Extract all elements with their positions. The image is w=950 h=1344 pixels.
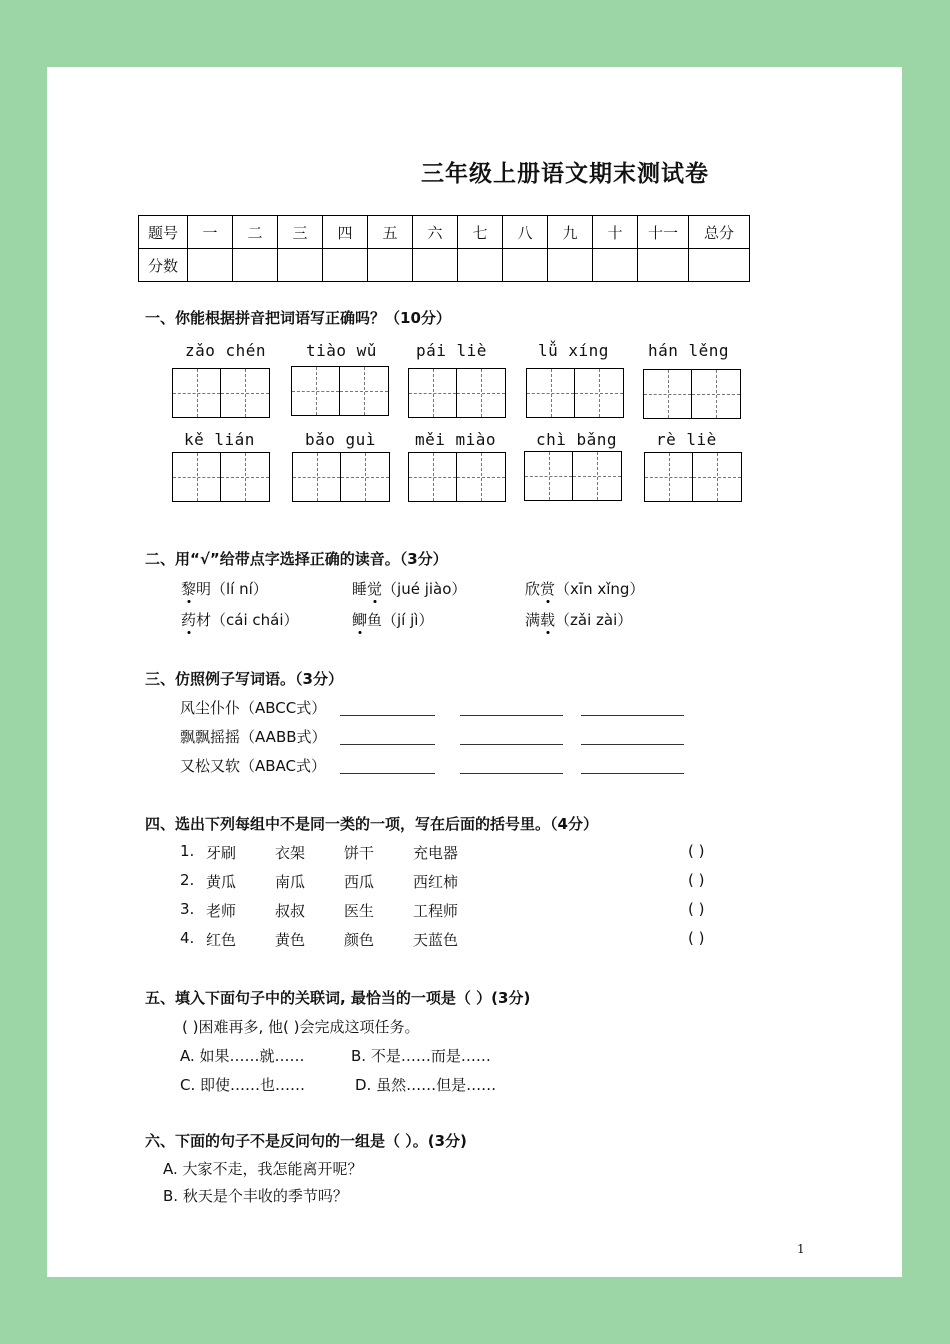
group-word: 衣架 [275,844,306,862]
score-input-cell[interactable] [638,249,689,282]
writing-grid[interactable] [172,368,270,418]
section-2-heading: 二、用“√”给带点字选择正确的读音。（3分） [145,550,448,568]
option-b[interactable]: B. 秋天是个丰收的季节吗？ [163,1187,348,1205]
writing-grid[interactable] [643,369,741,419]
answer-paren[interactable]: ( ) [688,929,705,947]
answer-paren[interactable]: ( ) [688,871,705,889]
page-number: 1 [797,1242,805,1256]
option-a[interactable]: A. 如果……就…… [180,1047,305,1065]
dotted-char: 赏 [540,580,556,598]
group-word: 叔叔 [275,902,306,920]
answer-blank[interactable] [581,743,684,745]
score-header-cell: 题号 [139,216,188,249]
score-input-cell[interactable] [548,249,593,282]
reading-choice[interactable]: 满载（zǎi zài） [525,611,633,629]
group-word: 工程师 [413,902,459,920]
score-input-cell[interactable] [188,249,233,282]
option-b[interactable]: B. 不是……而是…… [351,1047,491,1065]
score-header-cell: 八 [503,216,548,249]
group-number: 3. [180,900,195,918]
group-number: 1. [180,842,195,860]
exam-title: 三年级上册语文期末测试卷 [421,161,709,187]
answer-blank[interactable] [460,772,563,774]
pinyin-label: měi miào [415,430,497,449]
group-word: 医生 [344,902,375,920]
dotted-char: 载 [540,611,556,629]
score-row-label: 分数 [139,249,188,282]
option-d[interactable]: D. 虽然……但是…… [355,1076,497,1094]
group-word: 红色 [206,931,237,949]
writing-grid[interactable] [172,452,270,502]
section-6-heading: 六、下面的句子不是反问句的一组是（ ）。(3分) [145,1132,467,1150]
score-table-header-row [139,216,750,249]
section-3-heading: 三、仿照例子写词语。（3分） [145,670,343,688]
writing-grid[interactable] [408,452,506,502]
writing-grid[interactable] [644,452,742,502]
score-input-cell[interactable] [278,249,323,282]
writing-grid[interactable] [524,451,622,501]
dotted-char: 黎 [181,580,197,598]
pinyin-label: zǎo chén [185,341,267,360]
score-input-cell[interactable] [593,249,638,282]
score-input-cell[interactable] [458,249,503,282]
score-header-cell: 四 [323,216,368,249]
group-number: 4. [180,929,195,947]
pinyin-label: kě lián [184,430,255,449]
reading-choice[interactable]: 欣赏（xīn xǐng） [525,580,645,598]
score-header-cell: 十一 [638,216,689,249]
score-header-cell: 七 [458,216,503,249]
group-word: 西瓜 [344,873,375,891]
answer-paren[interactable]: ( ) [688,842,705,860]
group-word: 老师 [206,902,237,920]
group-word: 黄色 [275,931,306,949]
section-1-heading: 一、你能根据拼音把词语写正确吗？（10分） [145,309,451,327]
pinyin-label: bǎo guì [305,430,376,449]
group-number: 2. [180,871,195,889]
answer-blank[interactable] [340,772,435,774]
example-word: 又松又软（ABAC式） [180,757,327,775]
score-header-cell: 五 [368,216,413,249]
group-word: 南瓜 [275,873,306,891]
reading-choice[interactable]: 黎明（lí ní） [181,580,268,598]
section-4-heading: 四、选出下列每组中不是同一类的一项，写在后面的括号里。（4分） [145,815,598,833]
dotted-char: 觉 [367,580,383,598]
pinyin-label: hán lěng [648,341,730,360]
score-header-cell: 二 [233,216,278,249]
group-word: 西红柿 [413,873,459,891]
group-word: 充电器 [413,844,459,862]
writing-grid[interactable] [408,368,506,418]
reading-choice[interactable]: 鲫鱼（jí jì） [352,611,434,629]
reading-choice[interactable]: 药材（cái chái） [181,611,299,629]
dotted-char: 药 [181,611,197,629]
pinyin-label: lǚ xíng [538,341,609,360]
score-input-cell[interactable] [689,249,750,282]
pinyin-label: rè liè [656,430,717,449]
answer-blank[interactable] [340,714,435,716]
answer-blank[interactable] [581,714,684,716]
score-input-cell[interactable] [413,249,458,282]
dotted-char: 鲫 [352,611,368,629]
answer-paren[interactable]: ( ) [688,900,705,918]
example-word: 飘飘摇摇（AABB式） [180,728,327,746]
writing-grid[interactable] [526,368,624,418]
score-header-cell: 六 [413,216,458,249]
writing-grid[interactable] [291,366,389,416]
group-word: 牙刷 [206,844,237,862]
group-word: 颜色 [344,931,375,949]
option-a[interactable]: A. 大家不走，我怎能离开呢？ [163,1160,363,1178]
pinyin-label: chì bǎng [536,430,618,449]
example-word: 风尘仆仆（ABCC式） [180,699,327,717]
score-input-cell[interactable] [503,249,548,282]
pinyin-label: pái liè [416,341,487,360]
score-input-cell[interactable] [323,249,368,282]
group-word: 天蓝色 [413,931,459,949]
group-word: 饼干 [344,844,375,862]
answer-blank[interactable] [581,772,684,774]
score-table [138,215,750,282]
score-input-cell[interactable] [233,249,278,282]
exam-page [47,67,902,1277]
score-header-cell: 一 [188,216,233,249]
fill-sentence[interactable]: ( )困难再多, 他( )会完成这项任务。 [182,1018,420,1036]
answer-blank[interactable] [460,743,563,745]
score-header-cell: 三 [278,216,323,249]
section-5-heading: 五、填入下面句子中的关联词, 最恰当的一项是（ ）(3分) [145,989,531,1007]
option-c[interactable]: C. 即使……也…… [180,1076,306,1094]
pinyin-label: tiào wǔ [306,341,377,360]
group-word: 黄瓜 [206,873,237,891]
score-table-score-row [139,249,750,282]
answer-blank[interactable] [460,714,563,716]
score-header-cell: 十 [593,216,638,249]
writing-grid[interactable] [292,452,390,502]
score-header-cell: 总分 [689,216,750,249]
score-input-cell[interactable] [368,249,413,282]
score-header-cell: 九 [548,216,593,249]
reading-choice[interactable]: 睡觉（jué jiào） [352,580,467,598]
answer-blank[interactable] [340,743,435,745]
